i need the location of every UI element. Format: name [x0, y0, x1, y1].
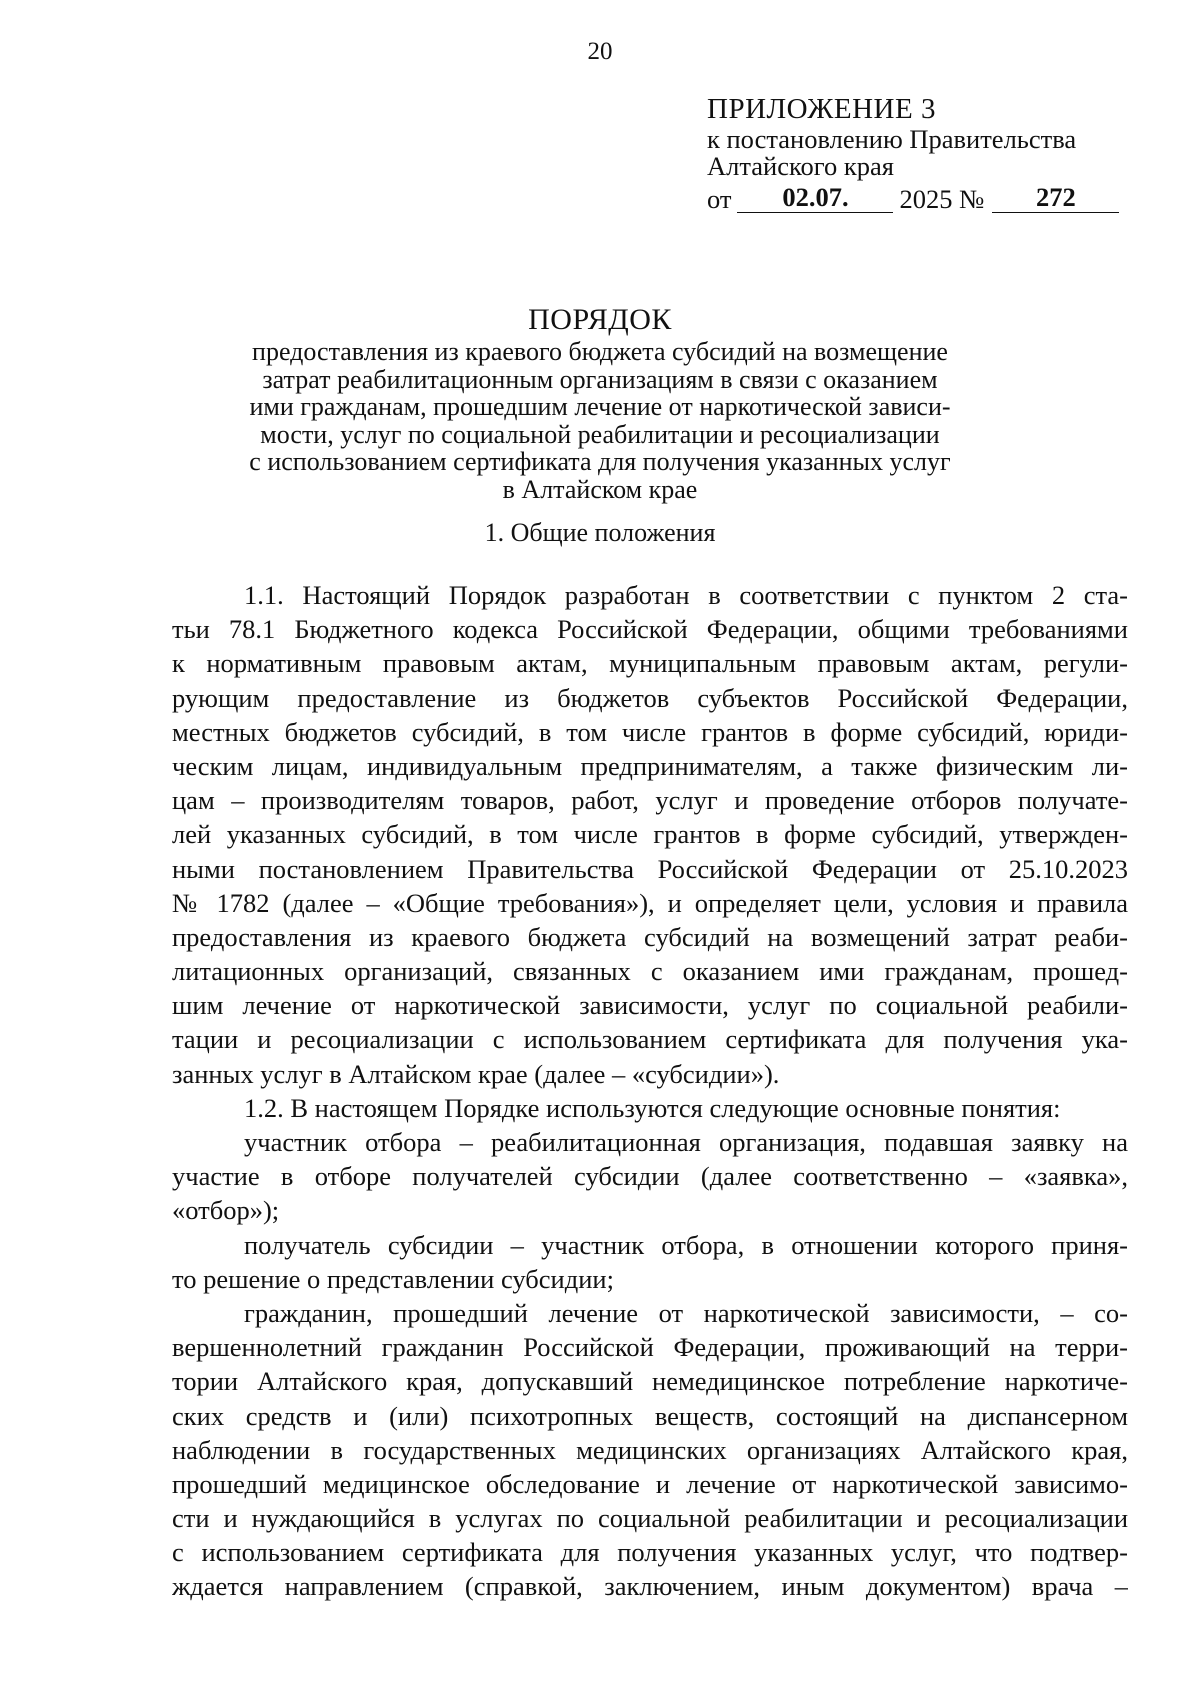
body-line: участие в отборе получателей субсидии (далее соответственно – «заявка», [172, 1161, 1128, 1192]
appendix-block [707, 92, 1147, 213]
body-line: цам – производителям товаров, работ, услуг и проведение отборов получате- [172, 785, 1128, 816]
section-heading: 1. Общие положения [484, 518, 716, 547]
body-line: тории Алтайского края, допускавший немедицинское потребление наркотиче- [172, 1366, 1128, 1397]
body-line: гражданин, прошедший лечение от наркотической зависимости, – со- [244, 1297, 1128, 1328]
body-line: местных бюджетов субсидий, в том числе грантов в форме субсидий, юриди- [172, 716, 1128, 747]
body-line: сти и нуждающийся в услугах по социальной реабилитации и ресоциализации [172, 1503, 1128, 1534]
body-line: литационных организаций, связанных с оказанием ими гражданам, прошед- [172, 956, 1128, 987]
body-line: прошедший медицинское обследование и лечение от наркотической зависимо- [172, 1468, 1128, 1499]
body-line: ских средств и (или) психотропных веществ, состоящий на диспансерном [172, 1400, 1128, 1431]
document-title-block [180, 302, 1020, 503]
body-line: с использованием сертификата для получения указанных услуг, что подтвер- [172, 1537, 1128, 1568]
appendix-date-field: 02.07. [737, 182, 893, 213]
body-line: рующим предоставление из бюджетов субъектов Российской Федерации, [172, 682, 1128, 713]
appendix-line-1: к постановлению Правительства [707, 124, 1077, 154]
body-line: ческим лицам, индивидуальным предпринимателям, а также физическим ли- [172, 750, 1128, 781]
body-line: 1.1. Настоящий Порядок разработан в соответствии с пунктом 2 ста- [244, 580, 1128, 610]
appendix-date-number-row [707, 182, 1147, 213]
body-line: тации и ресоциализации с использованием сертификата для получения ука- [172, 1024, 1128, 1055]
body-line: вершеннолетний гражданин Российской Федерации, проживающий на терри- [172, 1332, 1128, 1363]
document-title-line: затрат реабилитационным организациям в связи с оказанием [262, 364, 938, 394]
body-line: наблюдении в государственных медицинских организациях Алтайского края, [172, 1434, 1128, 1465]
document-subtitle-lines [180, 338, 1020, 503]
body-line: то решение о представлении субсидии; [172, 1263, 614, 1294]
body-line: ными постановлением Правительства Российской Федерации от 25.10.2023 [172, 853, 1128, 884]
body-line: «отбор»); [172, 1195, 280, 1226]
body-line: № 1782 (далее – «Общие требования»), и определяет цели, условия и правила [172, 887, 1128, 918]
document-title-line: в Алтайском крае [502, 474, 698, 504]
body-line: занных услуг в Алтайском крае (далее – «субсидии»). [172, 1058, 780, 1089]
body-line: к нормативным правовым актам, муниципальным правовым актам, регули- [172, 648, 1128, 679]
body-line: шим лечение от наркотической зависимости, услуг по социальной реабили- [172, 990, 1128, 1021]
appendix-line-2: Алтайского края [707, 151, 894, 181]
page-number: 20 [587, 38, 613, 65]
body-line: ждается направлением (справкой, заключением, иным документом) врача – [172, 1571, 1128, 1602]
body-line: участник отбора – реабилитационная организация, подавшая заявку на [244, 1127, 1128, 1157]
document-title-line: мости, услуг по социальной реабилитации и ресоциализации [260, 419, 940, 449]
appendix-from-prefix: от [707, 184, 732, 214]
body-line: предоставления из краевого бюджета субсидий на возмещений затрат реаби- [172, 921, 1128, 952]
body-text [172, 578, 1128, 1604]
document-title-line: ими гражданам, прошедшим лечение от наркотической зависи- [249, 392, 951, 421]
document-title-line: предоставления из краевого бюджета субсидий на возмещение [252, 337, 948, 366]
body-line: получатель субсидии – участник отбора, в отношении которого приня- [244, 1229, 1128, 1260]
document-main-title: ПОРЯДОК [528, 303, 672, 336]
body-line: 1.2. В настоящем Порядке используются следующие основные понятия: [244, 1092, 1061, 1123]
document-title-line: с использованием сертификата для получения указанных услуг [249, 447, 951, 476]
body-line: лей указанных субсидий, в том числе грантов в форме субсидий, утвержден- [172, 819, 1128, 850]
appendix-year-text: 2025 № [899, 184, 985, 214]
appendix-number-field: 272 [992, 182, 1119, 213]
appendix-title: ПРИЛОЖЕНИЕ 3 [707, 93, 936, 125]
body-line: тьи 78.1 Бюджетного кодекса Российской Федерации, общими требованиями [172, 614, 1128, 645]
